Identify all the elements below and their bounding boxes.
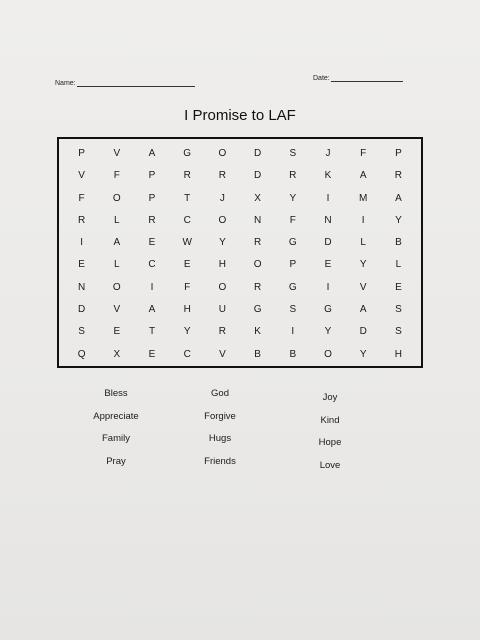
word-bank-column-2 [180, 388, 260, 478]
grid-letter: N [77, 281, 86, 293]
word-bank-item: Love [319, 459, 341, 471]
grid-letter: O [218, 214, 227, 226]
word-bank-column-1 [76, 388, 156, 478]
date-label: Date: [313, 75, 330, 82]
grid-letter: V [113, 304, 121, 316]
grid-letter: O [112, 281, 121, 293]
grid-letter: H [394, 348, 403, 360]
grid-letter: R [148, 214, 156, 226]
grid-letter: W [182, 237, 192, 249]
grid-letter: I [291, 326, 295, 338]
grid-letter: R [183, 170, 191, 182]
grid-letter: A [148, 148, 156, 159]
grid-letter: N [324, 214, 332, 226]
word-bank-item: Kind [320, 414, 340, 426]
grid-letter: I [326, 281, 330, 293]
grid-letter: N [253, 214, 262, 226]
word-bank-item: Joy [322, 392, 338, 403]
grid-letter: E [148, 237, 156, 249]
grid-letter: M [359, 192, 368, 204]
grid-letter: L [395, 259, 402, 271]
grid-letter: D [77, 304, 86, 316]
grid-letter: I [326, 192, 330, 204]
grid-letter: U [218, 304, 227, 316]
grid-letter: K [254, 326, 261, 338]
word-bank-item: Hugs [208, 433, 232, 444]
word-search-grid [64, 145, 416, 368]
grid-letter: P [289, 259, 297, 271]
grid-letter: E [183, 259, 191, 271]
grid-letter: B [289, 348, 297, 360]
grid-letter: G [324, 304, 332, 316]
grid-letter: T [184, 192, 191, 204]
grid-letter: Y [395, 214, 402, 226]
page-title: I Promise to LAF [184, 107, 296, 124]
grid-letter: E [324, 259, 332, 271]
grid-letter: D [253, 170, 262, 182]
grid-letter: R [253, 237, 262, 249]
word-bank-item: Forgive [204, 410, 236, 422]
word-bank-item: Friends [204, 455, 236, 467]
grid-letter: Y [289, 192, 297, 204]
grid-letter: R [394, 170, 403, 182]
grid-letter: H [183, 304, 191, 316]
grid-letter: P [395, 148, 402, 159]
grid-letter: C [148, 259, 156, 271]
grid-letter: B [254, 348, 261, 360]
grid-letter: V [113, 148, 121, 159]
grid-letter: F [360, 148, 367, 159]
grid-letter: O [218, 148, 227, 159]
grid-letter: L [114, 214, 120, 226]
grid-letter: B [395, 237, 402, 249]
grid-letter: I [361, 214, 365, 226]
date-blank-line [331, 73, 403, 82]
grid-letter: Y [359, 259, 367, 271]
grid-letter: F [113, 170, 120, 182]
grid-letter: L [360, 237, 366, 249]
grid-letter: T [148, 326, 156, 338]
grid-letter: L [114, 259, 120, 271]
grid-letter: V [78, 170, 85, 182]
grid-letter: G [253, 304, 262, 316]
grid-letter: A [113, 237, 121, 249]
grid-letter: F [289, 214, 296, 226]
grid-letter: D [324, 237, 332, 249]
word-bank-item: Pray [106, 455, 126, 467]
word-bank-item: Hope [318, 437, 342, 448]
grid-letter: A [359, 304, 367, 316]
grid-letter: R [77, 214, 86, 226]
grid-letter: Y [359, 348, 367, 360]
grid-letter: C [183, 348, 191, 360]
grid-letter: O [253, 259, 262, 271]
grid-letter: C [183, 214, 191, 226]
grid-letter: Y [183, 326, 191, 338]
grid-letter: X [254, 192, 261, 204]
grid-letter: J [325, 148, 331, 159]
word-bank-item: Appreciate [93, 410, 139, 422]
grid-letter: G [183, 148, 192, 159]
grid-letter: S [289, 304, 297, 316]
grid-letter: R [253, 281, 262, 293]
grid-letter: J [219, 192, 225, 204]
word-bank-item: Family [102, 433, 130, 444]
date-field [313, 73, 403, 82]
name-blank-line [77, 78, 195, 87]
grid-letter: V [359, 281, 367, 293]
grid-letter: O [112, 192, 121, 204]
grid-letter: P [148, 170, 156, 182]
grid-letter: Y [219, 237, 226, 249]
grid-letter: E [78, 259, 85, 271]
grid-letter: K [324, 170, 332, 182]
grid-letter: G [288, 237, 297, 249]
grid-letter: A [395, 192, 402, 204]
word-bank-column-3 [290, 392, 370, 482]
grid-letter: E [113, 326, 121, 338]
grid-letter: H [218, 259, 227, 271]
grid-letter: Q [77, 348, 86, 360]
grid-letter: D [359, 326, 367, 338]
grid-letter: V [219, 348, 226, 360]
grid-letter: G [288, 281, 297, 293]
grid-letter: A [148, 304, 156, 316]
name-label: Name: [55, 80, 76, 87]
grid-letter: E [395, 281, 402, 293]
grid-letter: R [218, 326, 227, 338]
grid-letter: I [80, 237, 83, 249]
word-search-box [57, 137, 423, 368]
word-bank-item: Bless [104, 388, 128, 399]
name-field [55, 78, 195, 87]
grid-letter: F [184, 281, 191, 293]
grid-letter: O [218, 281, 227, 293]
grid-letter: Y [324, 326, 332, 338]
grid-letter: O [324, 348, 332, 360]
word-bank-item: God [211, 388, 229, 399]
grid-letter: P [148, 192, 156, 204]
grid-letter: I [150, 281, 154, 293]
grid-letter: F [78, 192, 85, 204]
grid-letter: S [395, 304, 402, 316]
grid-letter: X [113, 348, 121, 360]
grid-letter: S [395, 326, 402, 338]
grid-letter: S [289, 148, 297, 159]
grid-letter: R [289, 170, 297, 182]
grid-letter: S [78, 326, 85, 338]
grid-letter: R [218, 170, 227, 182]
grid-letter: E [148, 348, 156, 360]
grid-letter: A [359, 170, 367, 182]
grid-letter: D [253, 148, 262, 159]
grid-letter: P [78, 148, 85, 159]
